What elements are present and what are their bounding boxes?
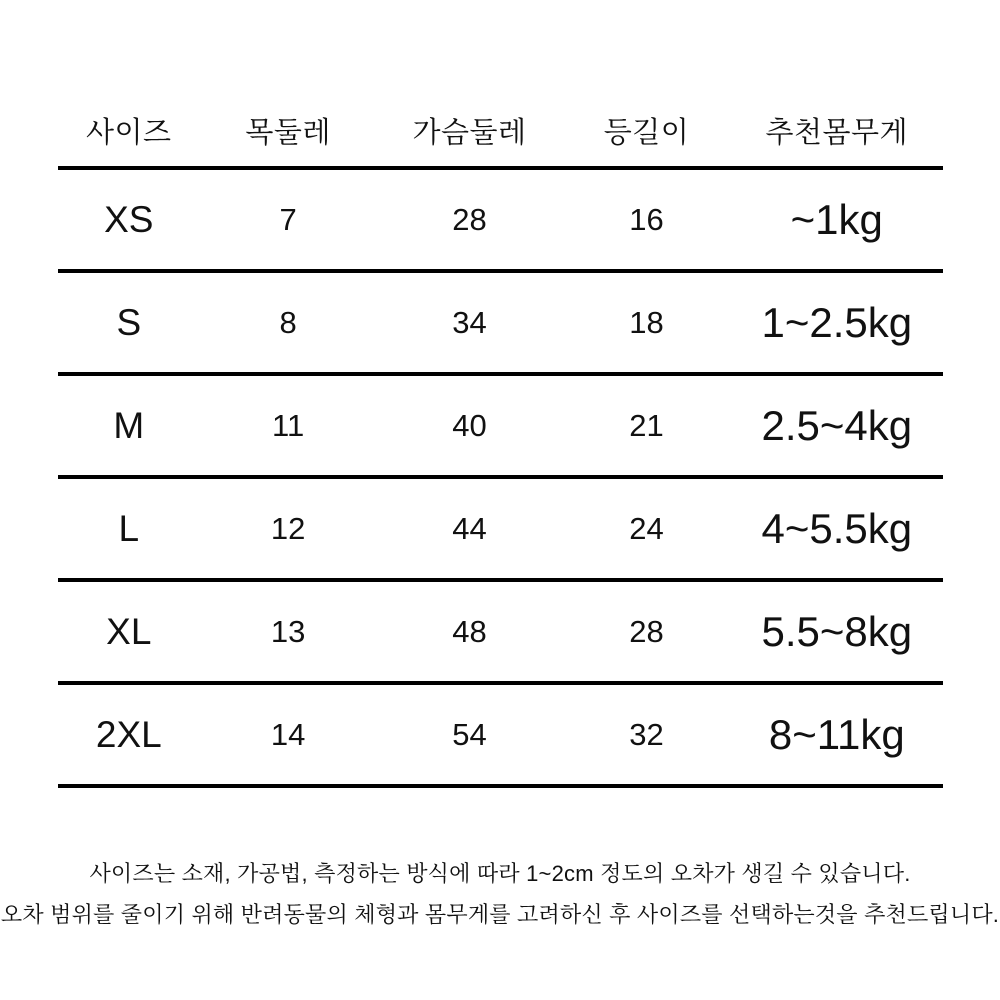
cell-chest: 40: [377, 374, 563, 477]
cell-chest: 48: [377, 580, 563, 683]
cell-back: 28: [562, 580, 730, 683]
cell-back: 18: [562, 271, 730, 374]
cell-neck: 11: [200, 374, 377, 477]
table-row-m: [58, 374, 943, 477]
column-header-neck: 목둘레: [200, 95, 377, 168]
size-chart-table: [58, 95, 943, 788]
cell-size: XL: [58, 580, 200, 683]
table-row-xs: [58, 168, 943, 271]
cell-size: M: [58, 374, 200, 477]
note-line-2: 오차 범위를 줄이기 위해 반려동물의 체형과 몸무게를 고려하신 후 사이즈를 선택하는것을 추천드립니다.: [0, 902, 1000, 927]
cell-chest: 34: [377, 271, 563, 374]
cell-chest: 54: [377, 683, 563, 786]
header-row: [58, 95, 943, 168]
table-row-l: [58, 477, 943, 580]
table-row-2xl: [58, 683, 943, 786]
column-header-size: 사이즈: [58, 95, 200, 168]
cell-neck: 8: [200, 271, 377, 374]
cell-size: 2XL: [58, 683, 200, 786]
cell-back: 16: [562, 168, 730, 271]
cell-weight: 1~2.5kg: [731, 271, 943, 374]
column-header-chest: 가슴둘레: [377, 95, 563, 168]
size-chart-body: [58, 168, 943, 786]
cell-weight: 2.5~4kg: [731, 374, 943, 477]
cell-back: 32: [562, 683, 730, 786]
table-row-xl: [58, 580, 943, 683]
cell-back: 21: [562, 374, 730, 477]
size-guide-notes: [0, 853, 1000, 935]
note-line-1: 사이즈는 소재, 가공법, 측정하는 방식에 따라 1~2cm 정도의 오차가 생길 수 있습니다.: [89, 861, 911, 886]
column-header-weight: 추천몸무게: [731, 95, 943, 168]
cell-weight: 5.5~8kg: [731, 580, 943, 683]
cell-back: 24: [562, 477, 730, 580]
cell-chest: 28: [377, 168, 563, 271]
cell-size: XS: [58, 168, 200, 271]
cell-neck: 14: [200, 683, 377, 786]
cell-size: S: [58, 271, 200, 374]
cell-weight: 8~11kg: [731, 683, 943, 786]
cell-weight: 4~5.5kg: [731, 477, 943, 580]
cell-neck: 12: [200, 477, 377, 580]
cell-size: L: [58, 477, 200, 580]
cell-neck: 7: [200, 168, 377, 271]
size-chart-header: [58, 95, 943, 168]
cell-chest: 44: [377, 477, 563, 580]
cell-weight: ~1kg: [731, 168, 943, 271]
table-row-s: [58, 271, 943, 374]
cell-neck: 13: [200, 580, 377, 683]
column-header-back: 등길이: [562, 95, 730, 168]
